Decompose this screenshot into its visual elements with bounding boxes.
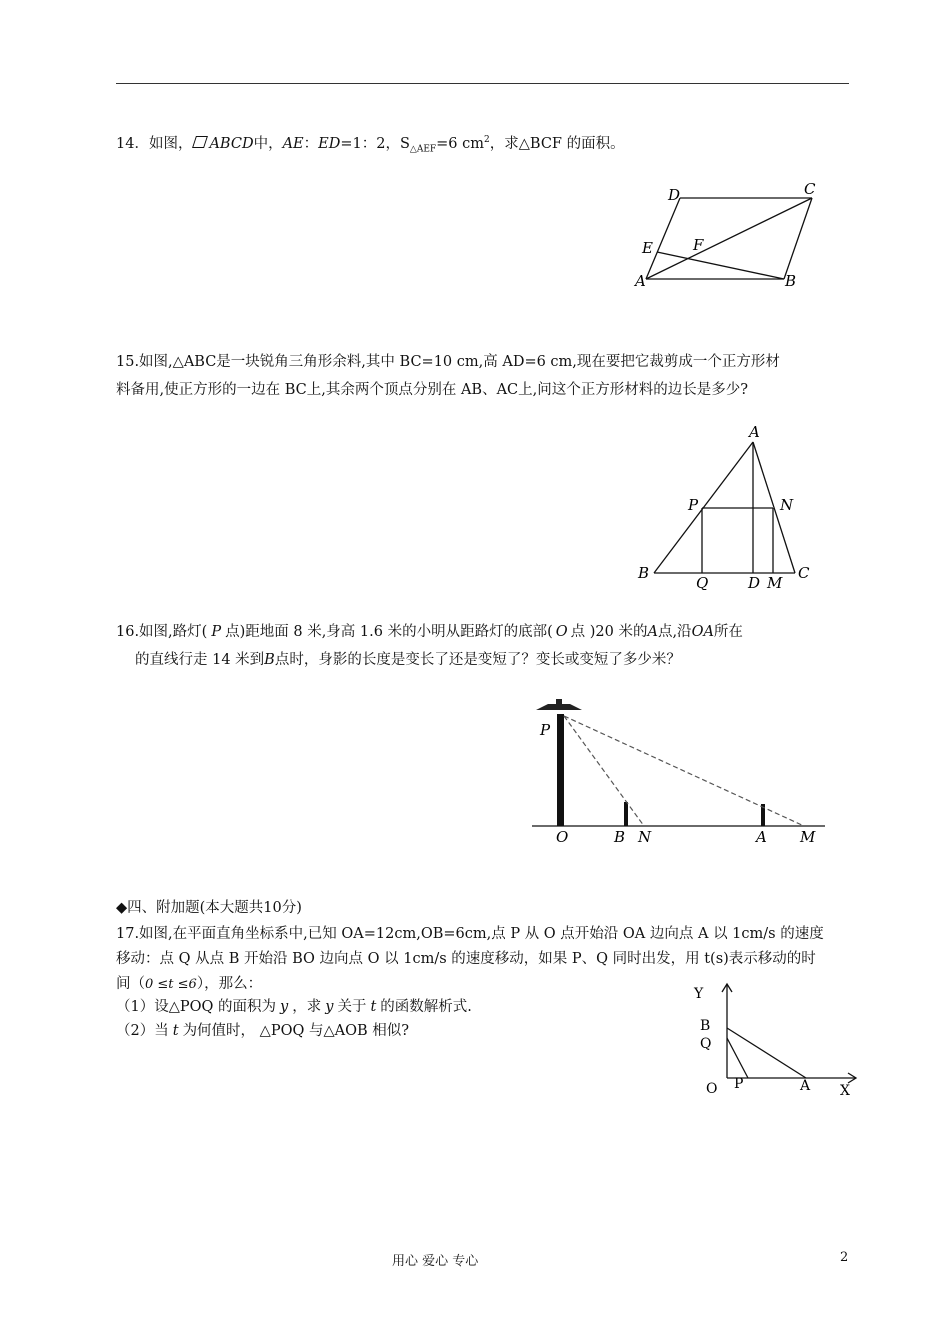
label-a: A — [749, 423, 760, 441]
page-number: 2 — [840, 1250, 849, 1265]
label-f: F — [693, 236, 704, 254]
segment-ab — [727, 1028, 806, 1078]
footer-slogan: 用心 爱心 专心 — [392, 1254, 479, 1269]
person-at-b — [624, 802, 628, 826]
light-ray-to-m — [564, 716, 804, 826]
label-p: P — [734, 1076, 744, 1092]
label-a: A — [800, 1078, 811, 1094]
label-n: N — [780, 496, 794, 514]
label-c: C — [798, 564, 810, 582]
label-n: N — [638, 828, 652, 846]
label-b: B — [700, 1018, 711, 1034]
problem-17-question-1: （1）设△POQ 的面积为 y ，求 y 关于 t 的函数解析式. — [116, 999, 472, 1015]
figure-14-parallelogram — [630, 178, 830, 293]
label-d: D — [748, 574, 761, 590]
label-p: P — [540, 721, 551, 739]
problem-16-line2: 的直线行走 14 米到B点时，身影的长度是变长了还是变短了？变长或变短了多少米？ — [135, 652, 681, 668]
label-p: P — [688, 496, 699, 514]
label-c: C — [804, 180, 816, 198]
lamp-pole — [557, 714, 564, 826]
lamp-top — [556, 699, 562, 705]
header-rule — [116, 83, 849, 84]
problem-14-text: 14．如图， ABCD中，AE：ED=1：2，$S_{\triangle AEF}=6$ $cm^2$，求△BCF 的面积。 — [116, 135, 625, 155]
label-b: B — [785, 272, 797, 290]
problem-17-question-2: （2）当 t 为何值时， △POQ 与△AOB 相似? — [116, 1023, 410, 1039]
label-m: M — [800, 828, 816, 846]
parallelogram-icon — [193, 136, 209, 148]
problem-15-line2: 料备用,使正方形的一边在 BC上,其余两个顶点分别在 AB、AC上,问这个正方形材料的边长是多少? — [116, 382, 749, 398]
light-ray-to-n — [564, 716, 644, 826]
segment-eb — [657, 252, 784, 279]
problem-16-line1: 16.如图,路灯( P 点)距地面 8 米,身高 1.6 米的小明从距路灯的底部( O 点 )20 米的A点,沿OA所在 — [116, 624, 743, 640]
label-o: O — [556, 828, 569, 846]
label-q: Q — [700, 1036, 712, 1052]
figure-17-coordinate-plane — [688, 978, 868, 1103]
problem-15-line1: 15.如图,△ABC是一块锐角三角形余料,其中 BC=10 cm,高 AD=6 cm,现在要把它裁剪成一个正方形材 — [116, 354, 780, 370]
label-e: E — [642, 239, 653, 257]
problem-17-line2: 移动：点 Q 从点 B 开始沿 BO 边向点 O 以 1cm/s 的速度移动，如果 P、Q 同时出发，用 t(s)表示移动的时 — [116, 951, 816, 967]
problem-17-line1: 17.如图,在平面直角坐标系中,已知 OA=12cm,OB=6cm,点 P 从 O 点开始沿 OA 边向点 A 以 1cm/s 的速度 — [116, 926, 824, 942]
label-a: A — [635, 272, 646, 290]
figure-16-street-lamp — [528, 696, 828, 846]
label-q: Q — [696, 574, 709, 590]
section-4-title: ◆四、附加题(本大题共10分) — [116, 900, 302, 916]
problem-17-line3: 间（0 ≤t ≤6），那么： — [116, 976, 263, 992]
label-b: B — [614, 828, 626, 846]
label-y: Y — [694, 986, 704, 1002]
segment-pq — [727, 1038, 748, 1078]
label-m: M — [767, 574, 783, 590]
label-o: O — [706, 1081, 718, 1097]
label-a: A — [756, 828, 767, 846]
label-d: D — [668, 186, 681, 204]
label-x: X — [840, 1083, 850, 1099]
label-b: B — [638, 564, 650, 582]
figure-15-triangle — [630, 420, 830, 590]
